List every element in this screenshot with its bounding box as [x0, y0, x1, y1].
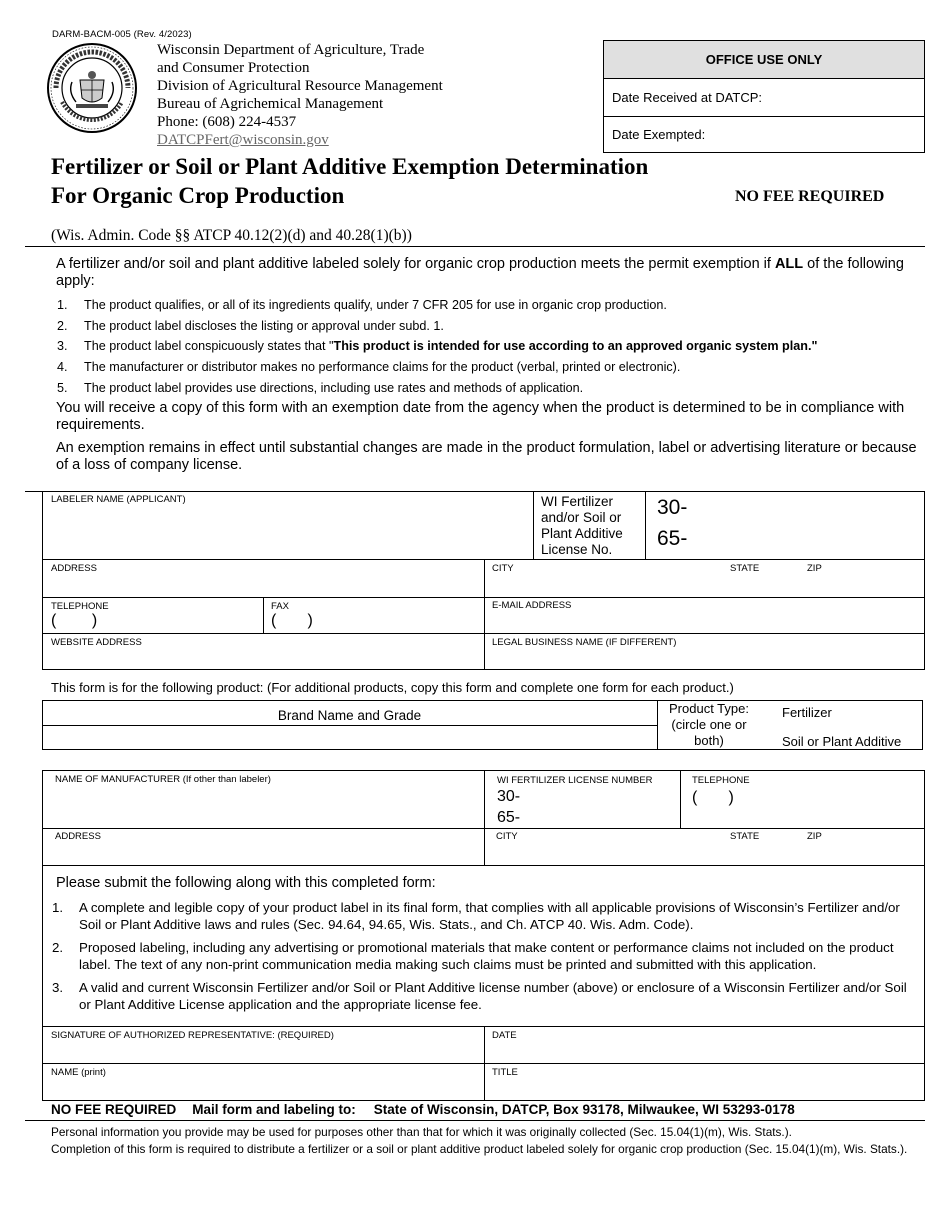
list-item [47, 980, 917, 1013]
list-text: The product label provides use directions, including use rates and methods of application. [84, 380, 584, 395]
email-label: E-MAIL ADDRESS [492, 600, 572, 611]
list-text: A complete and legible copy of your product label in its final form, that complies with all applicable provisions of Wisconsin’s Fertilizer and/or Soil or Plant Additive laws and rules (Sec. 94.64, 94.65, Wis. Stats., and Ch. ATCP 40. Wis. Adm. Code). [79, 900, 900, 932]
page-title [51, 152, 648, 210]
name-print-input[interactable] [48, 1080, 478, 1099]
intro-text: A fertilizer and/or soil and plant additive labeled solely for organic crop production meets the permit exemption if [56, 256, 775, 272]
list-text: Proposed labeling, including any advertising or promotional materials that make content or performance claims not included on the product label. The text of any non-print communication media making such claims must be printed and submitted with this application. [79, 940, 894, 972]
manufacturer-license-label: WI FERTILIZER LICENSE NUMBER [497, 775, 653, 786]
list-item [47, 940, 917, 973]
website-label: WEBSITE ADDRESS [51, 637, 142, 648]
agency-email-link[interactable]: DATCPFert@wisconsin.gov [157, 132, 329, 148]
manufacturer-name-input[interactable] [50, 788, 478, 826]
license-label: WI Fertilizer and/or Soil or Plant Additive License No. [541, 494, 623, 557]
mail-to-label: Mail form and labeling to: [192, 1102, 356, 1117]
list-text-bold: This product is intended for use according to an approved organic system plan." [333, 339, 818, 354]
name-print-label: NAME (print) [51, 1067, 106, 1078]
date-received-label: Date Received at DATCP: [604, 79, 924, 117]
date-input[interactable] [490, 1043, 920, 1063]
wisconsin-seal-icon [46, 42, 138, 134]
list-text: The manufacturer or distributor makes no performance claims for the product (verbal, printed or electronic). [84, 360, 681, 375]
divider [42, 633, 925, 634]
list-text: The product label discloses the listing or approval under subd. 1. [84, 318, 444, 333]
list-number: 1. [57, 298, 68, 312]
list-number: 2. [52, 940, 64, 955]
agency-line: Bureau of Agrichemical Management [157, 96, 384, 112]
divider [657, 700, 658, 750]
telephone-input[interactable]: ( ) [51, 612, 98, 629]
list-item [52, 316, 932, 337]
email-input[interactable] [490, 613, 920, 631]
citation: (Wis. Admin. Code §§ ATCP 40.12(2)(d) and 40.28(1)(b)) [51, 227, 412, 244]
mail-instructions [51, 1102, 795, 1117]
manufacturer-name-label: NAME OF MANUFACTURER (If other than labeler) [55, 774, 271, 785]
agency-line: Wisconsin Department of Agriculture, Trade [157, 42, 425, 58]
city-state-zip-input[interactable] [490, 576, 920, 596]
signature-label: SIGNATURE OF AUTHORIZED REPRESENTATIVE: (REQUIRED) [51, 1030, 334, 1041]
agency-block [157, 41, 443, 149]
office-use-title: OFFICE USE ONLY [604, 41, 924, 79]
agency-line: Division of Agricultural Resource Management [157, 78, 443, 94]
list-item [52, 336, 932, 357]
signature-input[interactable] [48, 1043, 478, 1063]
submit-intro: Please submit the following along with this completed form: [56, 875, 436, 891]
agency-line: and Consumer Protection [157, 60, 310, 76]
list-number: 1. [52, 900, 64, 915]
divider [42, 597, 925, 598]
product-intro: This form is for the following product: (For additional products, copy this form and complete one form for each product.) [51, 680, 734, 695]
list-item [47, 900, 917, 933]
mail-no-fee: NO FEE REQUIRED [51, 1102, 177, 1117]
no-fee-header: NO FEE REQUIRED [735, 188, 885, 205]
list-text: The product label conspicuously states that " [84, 339, 334, 354]
divider [680, 770, 681, 828]
manufacturer-license-prefix-65: 65- [497, 809, 521, 826]
list-number: 3. [57, 339, 68, 354]
title-line: For Organic Crop Production [51, 183, 345, 208]
intro-bold: ALL [774, 256, 804, 272]
list-item [52, 378, 932, 399]
title-label: TITLE [492, 1067, 518, 1078]
divider [263, 597, 264, 633]
divider [42, 725, 657, 726]
title-input[interactable] [490, 1080, 920, 1099]
manufacturer-address-label: ADDRESS [55, 831, 101, 842]
footer-privacy: Personal information you provide may be used for purposes other than that for which it was originally collected (Sec. 15.04(1)(m), Wis. Stats.). [51, 1125, 792, 1139]
labeler-name-input[interactable] [48, 508, 528, 558]
intro-text: of the following apply: [56, 256, 904, 289]
license-number-input[interactable] [690, 496, 920, 554]
requirements-list [52, 295, 932, 399]
manufacturer-license-prefix-30: 30- [497, 788, 521, 805]
footer-requirement: Completion of this form is required to distribute a fertilizer or a soil or plant additive product labeled solely for organic crop production (Sec. 15.04(1)(m), Wis. Stats.). [51, 1142, 908, 1156]
date-label: DATE [492, 1030, 517, 1041]
list-number: 5. [57, 380, 68, 395]
divider [42, 1063, 925, 1064]
list-text: A valid and current Wisconsin Fertilizer and/or Soil or Plant Additive license number (above) or enclosure of a Wisconsin Fertilizer and/or Soil or Plant Additive License application and the appropriate license fee. [79, 980, 907, 1012]
list-item [52, 357, 932, 378]
manufacturer-telephone-input[interactable]: ( ) [692, 789, 734, 806]
form-id: DARM-BACM-005 (Rev. 4/2023) [52, 29, 192, 40]
copy-paragraph: You will receive a copy of this form with an exemption date from the agency when the product is determined to be in compliance with requirements. [56, 400, 905, 433]
manufacturer-city-label: CITY [496, 831, 518, 842]
product-type-soil-plant-additive[interactable]: Soil or Plant Additive [782, 734, 902, 749]
fax-label: FAX [271, 601, 289, 612]
zip-label: ZIP [807, 563, 822, 574]
manufacturer-license-input[interactable] [525, 788, 675, 826]
list-number: 3. [52, 980, 64, 995]
divider [645, 491, 646, 559]
list-number: 4. [57, 360, 68, 375]
list-text: The product qualifies, or all of its ingredients qualify, under 7 CFR 205 for use in organic crop production. [84, 298, 667, 312]
list-item [52, 295, 932, 316]
divider [484, 559, 485, 670]
exemption-paragraph: An exemption remains in effect until substantial changes are made in the product formulation, label or advertising literature or because of a loss of company license. [56, 440, 917, 473]
manufacturer-city-state-zip-input[interactable] [490, 844, 920, 864]
title-line: Fertilizer or Soil or Plant Additive Exemption Determination [51, 154, 649, 179]
manufacturer-state-label: STATE [730, 831, 760, 842]
product-type-fertilizer[interactable]: Fertilizer [782, 705, 832, 720]
legal-name-input[interactable] [490, 650, 920, 668]
agency-phone: Phone: (608) 224-4537 [157, 114, 297, 130]
city-label: CITY [492, 563, 514, 574]
manufacturer-zip-label: ZIP [807, 831, 822, 842]
divider [42, 828, 925, 829]
product-type-label: Product Type: (circle one or both) [669, 701, 749, 748]
brand-name-header: Brand Name and Grade [277, 708, 422, 723]
labeler-name-label: LABELER NAME (APPLICANT) [51, 494, 186, 505]
divider [25, 1120, 925, 1121]
brand-name-input[interactable] [46, 727, 652, 747]
state-label: STATE [730, 563, 760, 574]
divider [25, 246, 925, 247]
license-prefix-65: 65- [657, 527, 688, 550]
submit-list [47, 900, 917, 1013]
license-prefix-30: 30- [657, 496, 688, 519]
list-number: 2. [57, 318, 68, 333]
mail-address: State of Wisconsin, DATCP, Box 93178, Milwaukee, WI 53293-0178 [373, 1102, 795, 1117]
address-label: ADDRESS [51, 563, 97, 574]
manufacturer-address-input[interactable] [50, 844, 478, 864]
telephone-label: TELEPHONE [51, 601, 109, 612]
website-input[interactable] [48, 650, 478, 668]
address-input[interactable] [48, 576, 478, 596]
divider [533, 491, 534, 559]
legal-name-label: LEGAL BUSINESS NAME (IF DIFFERENT) [492, 637, 677, 648]
divider [484, 770, 485, 866]
fax-input[interactable]: ( ) [271, 612, 313, 629]
office-use-box [603, 40, 925, 153]
manufacturer-telephone-label: TELEPHONE [692, 775, 750, 786]
date-exempted-label: Date Exempted: [612, 127, 706, 142]
intro-paragraph [56, 256, 924, 290]
